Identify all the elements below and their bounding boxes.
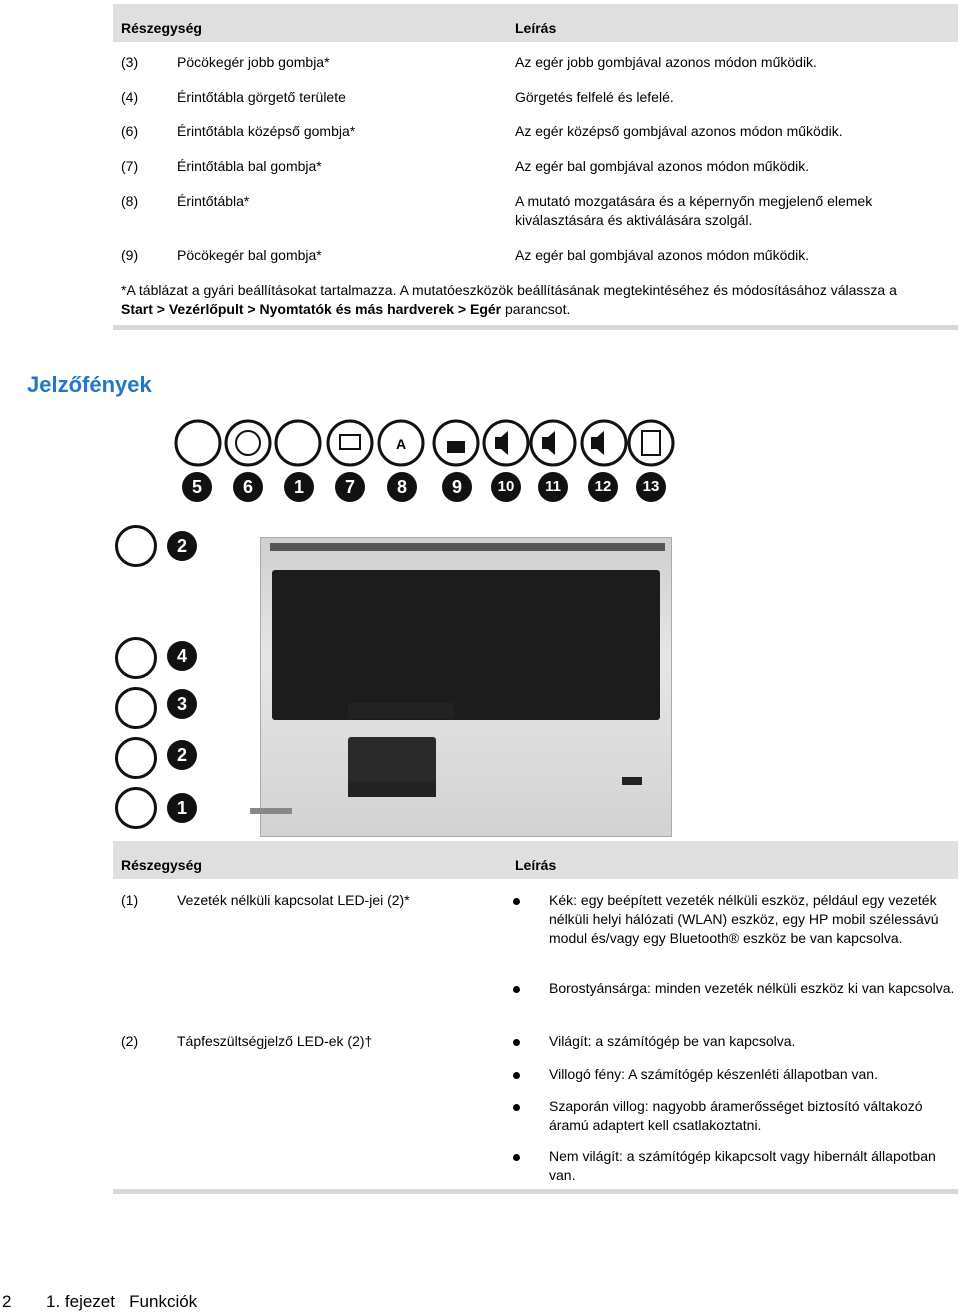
mute-icon [484,421,528,465]
header-description: Leírás [515,20,557,36]
callout-badge: 7 [335,472,365,502]
header-description: Leírás [515,857,557,873]
table-footnote [121,281,956,319]
page-number: 2 [2,1292,12,1311]
row-number: (9) [121,247,139,263]
power-icon [115,737,157,779]
chapter-title: 1. fejezet Funkciók [46,1292,198,1311]
callout-badge: 9 [442,472,472,502]
list-item [549,1147,959,1185]
indicator-strip [270,543,665,551]
list-item [549,979,959,998]
callout-badge: 3 [167,689,197,719]
trackpoint-buttons [348,703,454,719]
battery-icon [115,687,157,729]
bullet-icon [513,1104,520,1111]
bullet-text: Szaporán villog: nagyobb áramerősséget biztosító váltakozó áramú adaptert kell csatlakoztatni. [549,1098,923,1133]
row-number: (6) [121,123,139,139]
row-component: Érintőtábla görgető területe [177,89,346,105]
caps-lock-icon [379,421,423,465]
row-number: (7) [121,158,139,174]
footnote-tail: parancsot. [501,301,571,317]
touchpad-buttons [348,781,436,797]
row-number: (3) [121,54,139,70]
row-number: (8) [121,193,139,209]
wireless-icon [176,421,220,465]
callout-badge: 1 [284,472,314,502]
svg-text:A: A [395,436,407,452]
power-icon [115,525,157,567]
row-component: Érintőtábla bal gombja* [177,158,322,174]
callout-badge: 12 [588,472,618,502]
callout-badge: 13 [636,472,666,502]
section-title: Jelzőfények [27,372,152,397]
callout-badge: 4 [167,641,197,671]
table-header [113,4,958,42]
header-component: Részegység [121,20,202,36]
fingerprint-reader [622,777,642,785]
table-header [113,841,958,879]
row-number: (2) [121,1033,139,1049]
callout-badge: 11 [538,472,568,502]
row-component: Pöcökegér bal gombja* [177,247,322,263]
front-led-strip [250,808,292,814]
volume-down-icon [531,421,575,465]
components-table [113,4,958,42]
row-number: (4) [121,89,139,105]
callout-badge: 2 [167,531,197,561]
list-item [549,891,959,948]
bullet-icon [513,898,520,905]
bullet-icon [513,1039,520,1046]
row-number: (1) [121,892,139,908]
table-bottom-rule [113,325,958,330]
bullet-text: Kék: egy beépített vezeték nélküli eszköz, például egy vezeték nélküli helyi hálózati (WLAN) eszköz, egy HP mobil szélessávú modul és/vagy egy Bluetooth® eszköz be van kapcsolva. [549,892,939,946]
drive-icon [115,637,157,679]
row-description: A mutató mozgatására és a képernyőn megjelenő elemek kiválasztására és aktiválására szolgál. [515,193,873,228]
list-item [549,1032,959,1051]
row-component: Érintőtábla* [177,193,250,209]
keyboard [272,570,660,720]
bullet-icon [513,986,520,993]
callout-badge: 5 [182,472,212,502]
row-component: Érintőtábla középső gombja* [177,123,356,139]
callout-badge: 2 [167,740,197,770]
wireless-icon [276,421,320,465]
footnote-path: Start > Vezérlőpult > Nyomtatók és más hardverek > Egér [121,301,502,317]
bullet-icon [513,1154,520,1161]
lock-icon [434,421,478,465]
table-bottom-rule [113,1189,958,1194]
row-description: Görgetés felfelé és lefelé. [515,89,674,105]
list-item [549,1097,959,1135]
callout-badge: 10 [491,472,521,502]
bullet-icon [513,1072,520,1079]
callout-badge: 1 [167,793,197,823]
volume-up-icon [582,421,626,465]
wireless-icon [115,787,157,829]
bullet-text: Világít: a számítógép be van kapcsolva. [549,1033,796,1049]
header-component: Részegység [121,857,202,873]
bullet-text: Villogó fény: A számítógép készenléti állapotban van. [549,1066,878,1082]
bullet-text: Nem világít: a számítógép kikapcsolt vagy hibernált állapotban van. [549,1148,936,1183]
callout-badge: 8 [387,472,417,502]
laptop-figure [110,415,680,835]
calculator-icon [629,421,673,465]
indicators-table [113,841,958,879]
row-description: Az egér bal gombjával azonos módon működik. [515,247,810,263]
row-component: Pöcökegér jobb gombja* [177,54,330,70]
row-component: Tápfeszültségjelző LED-ek (2)† [177,1033,373,1049]
list-item [549,1065,959,1084]
footnote-text: *A táblázat a gyári beállításokat tartalmazza. A mutatóeszközök beállításának megtekintéséhez és módosításához válassza a [121,282,897,298]
touchpad-icon [328,421,372,465]
globe-icon [226,421,270,465]
row-component: Vezeték nélküli kapcsolat LED-jei (2)* [177,892,410,908]
row-description: Az egér jobb gombjával azonos módon működik. [515,54,817,70]
callout-badge: 6 [233,472,263,502]
row-description: Az egér középső gombjával azonos módon működik. [515,123,843,139]
bullet-text: Borostyánsárga: minden vezeték nélküli eszköz ki van kapcsolva. [549,980,955,996]
row-description: Az egér bal gombjával azonos módon működik. [515,158,810,174]
